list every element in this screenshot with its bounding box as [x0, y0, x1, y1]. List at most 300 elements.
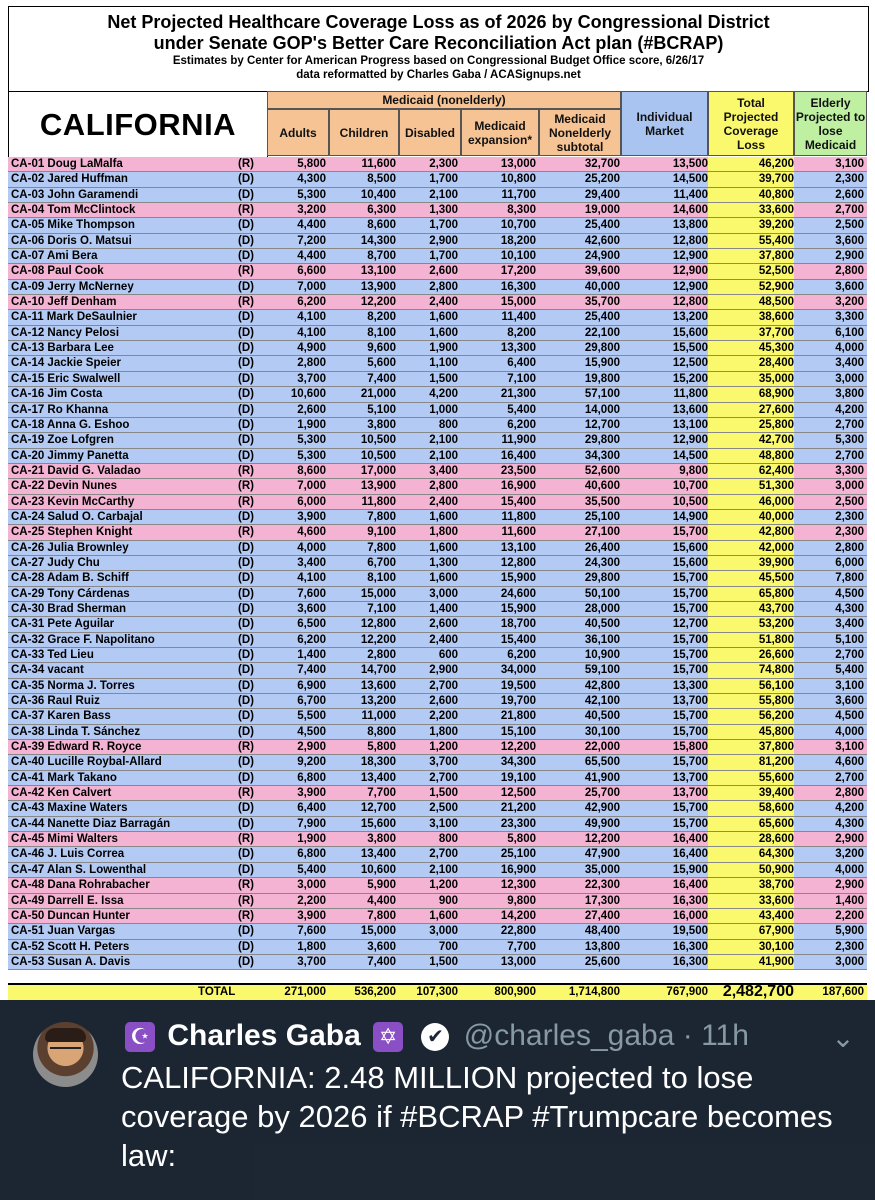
individual-market-cell: 14,600	[672, 204, 708, 217]
table-row	[8, 234, 867, 249]
party-cell: (R)	[238, 204, 254, 217]
medicaid-expansion-cell: 7,100	[507, 372, 536, 385]
table-row	[8, 955, 867, 970]
medicaid-expansion-cell: 6,200	[507, 418, 536, 431]
party-cell: (D)	[238, 280, 254, 293]
individual-market-cell: 14,500	[672, 173, 708, 186]
children-cell: 15,000	[360, 925, 396, 938]
table-row	[8, 679, 867, 694]
adults-cell: 9,200	[297, 756, 326, 769]
author-name[interactable]: Charles Gaba	[167, 1019, 361, 1052]
total-loss-cell: 30,100	[708, 940, 794, 954]
individual-market-cell: 12,900	[672, 434, 708, 447]
children-cell: 3,800	[367, 833, 396, 846]
children-cell: 11,000	[361, 710, 396, 723]
children-cell: 8,100	[367, 326, 396, 339]
disabled-cell: 2,400	[429, 296, 458, 309]
total-loss-cell: 55,600	[708, 771, 794, 785]
medicaid-expansion-cell: 14,200	[500, 909, 536, 922]
medicaid-subtotal-cell: 25,600	[584, 955, 620, 968]
disabled-cell: 1,500	[429, 787, 458, 800]
medicaid-expansion-cell: 11,600	[501, 526, 536, 539]
table-row	[8, 663, 867, 678]
medicaid-expansion-cell: 10,800	[500, 173, 536, 186]
medicaid-expansion-cell: 21,800	[500, 710, 536, 723]
disabled-cell: 1,200	[429, 879, 458, 892]
disabled-cell: 3,000	[429, 925, 458, 938]
medicaid-expansion-cell: 22,800	[500, 925, 536, 938]
adults-cell: 1,400	[297, 649, 326, 661]
individual-market-cell: 16,300	[672, 894, 708, 907]
table-row	[8, 295, 867, 310]
district-name-cell: CA-28 Adam B. Schiff	[11, 572, 129, 585]
elderly-loss-cell: 7,800	[835, 572, 864, 585]
medicaid-subtotal-cell: 40,500	[584, 710, 620, 723]
children-cell: 12,700	[360, 802, 396, 815]
party-cell: (D)	[238, 695, 254, 708]
children-cell: 15,000	[360, 587, 396, 600]
table-row	[8, 633, 867, 648]
individual-market-cell: 15,700	[672, 725, 708, 738]
medicaid-subtotal-cell: 47,900	[584, 848, 620, 861]
elderly-loss-cell: 4,300	[835, 817, 864, 830]
table-row	[8, 218, 867, 233]
total-loss-cell: 48,800	[708, 449, 794, 463]
medicaid-expansion-cell: 9,800	[507, 894, 536, 907]
medicaid-subtotal-cell: 29,800	[584, 342, 620, 355]
medicaid-expansion-cell: 11,900	[501, 434, 536, 447]
disabled-cell: 2,800	[429, 280, 458, 293]
party-cell: (D)	[238, 925, 254, 938]
adults-cell: 4,100	[297, 572, 326, 585]
medicaid-expansion-cell: 23,300	[500, 817, 536, 830]
children-cell: 10,600	[360, 863, 396, 876]
total-loss-cell: 39,700	[708, 172, 794, 186]
table-row	[8, 694, 867, 709]
adults-cell: 1,900	[297, 833, 326, 846]
elderly-loss-cell: 4,200	[835, 403, 864, 416]
district-name-cell: CA-52 Scott H. Peters	[11, 940, 130, 953]
children-cell: 9,100	[367, 526, 396, 539]
party-cell: (D)	[238, 771, 254, 784]
avatar[interactable]	[33, 1022, 98, 1087]
table-row	[8, 755, 867, 770]
medicaid-subtotal-cell: 24,300	[584, 556, 620, 569]
individual-market-cell: 15,600	[672, 541, 708, 554]
individual-market-cell: 15,600	[672, 556, 708, 569]
elderly-loss-cell: 3,600	[835, 695, 864, 708]
total-loss-cell: 45,300	[708, 341, 794, 355]
individual-market-cell: 11,800	[673, 388, 708, 401]
medicaid-subtotal-cell: 28,000	[584, 602, 620, 615]
children-cell: 13,400	[360, 848, 396, 861]
total-loss-cell: 43,700	[708, 602, 794, 616]
district-name-cell: CA-09 Jerry McNerney	[11, 280, 134, 293]
title-line-1: Net Projected Healthcare Coverage Loss as of 2026 by Congressional District	[107, 12, 770, 32]
expansion-header: Medicaid expansion*	[461, 109, 539, 156]
elderly-loss-cell: 2,700	[835, 771, 864, 784]
elderly-loss-cell: 5,300	[835, 434, 864, 447]
party-cell: (R)	[238, 158, 254, 170]
total-adults: 271,000	[284, 986, 326, 998]
tweet-header	[121, 1016, 749, 1056]
elderly-loss-cell: 2,300	[835, 510, 864, 523]
disabled-cell: 2,100	[429, 188, 458, 201]
children-cell: 5,100	[367, 403, 396, 416]
adults-cell: 5,400	[297, 863, 326, 876]
elderly-loss-cell: 5,900	[835, 925, 864, 938]
elderly-loss-cell: 2,800	[835, 265, 864, 278]
adults-cell: 4,900	[297, 342, 326, 355]
district-name-cell: CA-41 Mark Takano	[11, 771, 117, 784]
elderly-loss-cell: 3,600	[835, 280, 864, 293]
title-line-3: Estimates by Center for American Progress based on Congressional Budget Office score, 6/26/17	[172, 55, 705, 67]
individual-market-cell: 13,500	[672, 158, 708, 170]
party-cell: (R)	[238, 879, 254, 892]
children-cell: 13,900	[360, 480, 396, 493]
adults-cell: 3,700	[297, 955, 326, 968]
party-cell: (D)	[238, 756, 254, 769]
party-cell: (R)	[238, 495, 254, 508]
individual-market-cell: 9,800	[679, 464, 708, 477]
disabled-cell: 2,600	[429, 265, 458, 278]
elderly-loss-cell: 5,400	[835, 664, 864, 677]
children-cell: 5,800	[367, 741, 396, 754]
medicaid-expansion-cell: 13,000	[500, 955, 536, 968]
adults-cell: 3,900	[297, 787, 326, 800]
elderly-loss-cell: 2,200	[835, 909, 864, 922]
table-row	[8, 372, 867, 387]
adults-cell: 6,900	[297, 679, 326, 692]
elderly-loss-cell: 2,700	[835, 418, 864, 431]
medicaid-subtotal-cell: 25,100	[584, 510, 620, 523]
party-cell: (R)	[238, 464, 254, 477]
medicaid-subtotal-cell: 65,500	[584, 756, 620, 769]
district-name-cell: CA-19 Zoe Lofgren	[11, 434, 114, 447]
individual-market-cell: 15,200	[672, 372, 708, 385]
party-cell: (R)	[238, 526, 254, 539]
elderly-loss-cell: 2,900	[835, 833, 864, 846]
district-name-cell: CA-14 Jackie Speier	[11, 357, 121, 370]
medicaid-expansion-cell: 15,400	[500, 495, 536, 508]
disabled-cell: 2,600	[429, 695, 458, 708]
medicaid-subtotal-cell: 59,100	[584, 664, 620, 677]
children-cell: 3,800	[367, 418, 396, 431]
table-row	[8, 940, 867, 955]
disabled-cell: 1,500	[429, 955, 458, 968]
tweet-time[interactable]: 11h	[701, 1019, 749, 1052]
table-row	[8, 172, 867, 187]
medicaid-subtotal-cell: 14,000	[584, 403, 620, 416]
party-cell: (D)	[238, 403, 254, 416]
table-row	[8, 326, 867, 341]
medicaid-expansion-cell: 11,800	[501, 510, 536, 523]
individual-market-cell: 15,700	[672, 526, 708, 539]
table-row	[8, 725, 867, 740]
adults-cell: 2,600	[297, 403, 326, 416]
table-row	[8, 924, 867, 939]
medicaid-subtotal-cell: 17,300	[584, 894, 620, 907]
medicaid-expansion-cell: 8,300	[507, 204, 536, 217]
individual-market-cell: 12,700	[672, 618, 708, 631]
total-loss-cell: 42,700	[708, 433, 794, 447]
disabled-cell: 1,800	[429, 725, 458, 738]
district-name-cell: CA-32 Grace F. Napolitano	[11, 633, 155, 646]
individual-market-cell: 15,700	[672, 602, 708, 615]
medicaid-subtotal-cell: 19,800	[584, 372, 620, 385]
children-cell: 7,700	[367, 787, 396, 800]
table-row	[8, 894, 867, 909]
medicaid-expansion-cell: 19,700	[500, 695, 536, 708]
total-loss-cell: 43,400	[708, 909, 794, 923]
total-loss-cell: 27,600	[708, 403, 794, 417]
medicaid-subtotal-cell: 12,200	[584, 833, 620, 846]
district-name-cell: CA-10 Jeff Denham	[11, 296, 117, 309]
individual-market-cell: 15,700	[672, 756, 708, 769]
separator: ·	[682, 1019, 693, 1052]
total-individual: 767,900	[666, 986, 708, 998]
verified-badge-icon: ✔	[421, 1023, 449, 1051]
disabled-cell: 1,600	[429, 510, 458, 523]
adults-cell: 1,800	[297, 940, 326, 953]
children-cell: 18,300	[360, 756, 396, 769]
individual-market-cell: 13,100	[672, 418, 708, 431]
table-row	[8, 510, 867, 525]
elderly-loss-cell: 4,200	[835, 802, 864, 815]
table-row	[8, 863, 867, 878]
disabled-cell: 800	[438, 418, 458, 431]
children-cell: 8,800	[367, 725, 396, 738]
children-cell: 8,700	[367, 250, 396, 263]
medicaid-subtotal-cell: 19,000	[584, 204, 620, 217]
total-loss-cell: 40,000	[708, 510, 794, 524]
adults-cell: 5,800	[297, 158, 326, 170]
district-name-cell: CA-01 Doug LaMalfa	[11, 158, 123, 170]
district-name-cell: CA-48 Dana Rohrabacher	[11, 879, 150, 892]
party-cell: (D)	[238, 541, 254, 554]
medicaid-expansion-cell: 5,400	[507, 403, 536, 416]
individual-market-cell: 15,700	[672, 817, 708, 830]
total-loss-cell: 28,400	[708, 356, 794, 370]
medicaid-expansion-cell: 19,100	[500, 771, 536, 784]
table-row	[8, 341, 867, 356]
adults-cell: 4,600	[297, 526, 326, 539]
total-disabled: 107,300	[416, 986, 458, 998]
party-cell: (D)	[238, 188, 254, 201]
medicaid-expansion-cell: 21,300	[500, 388, 536, 401]
children-cell: 9,600	[367, 342, 396, 355]
table-row	[8, 847, 867, 862]
individual-market-cell: 13,200	[672, 311, 708, 324]
table-row	[8, 418, 867, 433]
medicaid-expansion-cell: 25,100	[500, 848, 536, 861]
individual-market-cell: 12,900	[672, 250, 708, 263]
adults-cell: 2,800	[297, 357, 326, 370]
total-loss-cell: 65,800	[708, 587, 794, 601]
total-loss-cell: 26,600	[708, 648, 794, 662]
medicaid-expansion-cell: 11,700	[501, 188, 536, 201]
author-handle[interactable]: @charles_gaba	[463, 1019, 675, 1052]
party-cell: (D)	[238, 449, 254, 462]
party-cell: (D)	[238, 940, 254, 953]
medicaid-expansion-cell: 23,500	[500, 464, 536, 477]
disabled-cell: 1,800	[429, 526, 458, 539]
children-cell: 13,600	[360, 679, 396, 692]
children-cell: 11,600	[361, 158, 396, 170]
party-cell: (R)	[238, 480, 254, 493]
children-cell: 7,800	[367, 541, 396, 554]
adults-cell: 4,100	[297, 311, 326, 324]
elderly-loss-cell: 2,700	[835, 204, 864, 217]
children-cell: 7,400	[367, 372, 396, 385]
medicaid-expansion-cell: 12,200	[500, 741, 536, 754]
medicaid-expansion-cell: 10,700	[500, 219, 536, 232]
elderly-loss-cell: 4,600	[835, 756, 864, 769]
disabled-cell: 2,500	[429, 802, 458, 815]
elderly-loss-cell: 3,100	[835, 158, 864, 170]
individual-market-cell: 13,700	[672, 771, 708, 784]
table-row	[8, 817, 867, 832]
elderly-loss-cell: 4,500	[835, 587, 864, 600]
individual-market-cell: 16,400	[672, 848, 708, 861]
party-cell: (D)	[238, 649, 254, 661]
table-row	[8, 403, 867, 418]
adults-cell: 3,900	[297, 510, 326, 523]
medicaid-expansion-cell: 12,500	[500, 787, 536, 800]
district-name-cell: CA-12 Nancy Pelosi	[11, 326, 120, 339]
total-loss-cell: 42,000	[708, 541, 794, 555]
medicaid-subtotal-cell: 25,400	[584, 219, 620, 232]
table-row	[8, 249, 867, 264]
adults-cell: 2,200	[297, 894, 326, 907]
party-cell: (D)	[238, 602, 254, 615]
elderly-loss-cell: 3,300	[835, 311, 864, 324]
district-name-cell: CA-45 Mimi Walters	[11, 833, 118, 846]
party-cell: (D)	[238, 234, 254, 247]
party-cell: (R)	[238, 909, 254, 922]
totals-row	[8, 983, 867, 1000]
party-cell: (D)	[238, 250, 254, 263]
total-children: 536,200	[354, 986, 396, 998]
star-of-david-icon: ✡	[373, 1022, 403, 1052]
table-row	[8, 556, 867, 571]
table-row	[8, 878, 867, 893]
adults-cell: 4,500	[297, 725, 326, 738]
total-loss-cell: 50,900	[708, 863, 794, 877]
medicaid-expansion-cell: 6,400	[507, 357, 536, 370]
table-row	[8, 310, 867, 325]
individual-market-cell: 15,900	[672, 863, 708, 876]
party-cell: (D)	[238, 863, 254, 876]
elderly-header: Elderly Projected to lose Medicaid	[794, 91, 867, 156]
children-cell: 6,700	[367, 556, 396, 569]
disabled-cell: 2,400	[429, 633, 458, 646]
total-loss-cell: 39,400	[708, 786, 794, 800]
district-rows	[8, 157, 867, 970]
children-cell: 6,300	[367, 204, 396, 217]
medicaid-expansion-cell: 17,200	[500, 265, 536, 278]
disabled-cell: 1,600	[429, 311, 458, 324]
adults-cell: 6,700	[297, 695, 326, 708]
individual-market-cell: 14,900	[672, 510, 708, 523]
individual-market-cell: 16,000	[672, 909, 708, 922]
individual-market-cell: 11,400	[673, 188, 708, 201]
district-name-cell: CA-23 Kevin McCarthy	[11, 495, 135, 508]
medicaid-subtotal-cell: 26,400	[584, 541, 620, 554]
total-loss-cell: 33,600	[708, 894, 794, 908]
medicaid-expansion-cell: 18,700	[500, 618, 536, 631]
medicaid-group-header: Medicaid (nonelderly)	[267, 91, 621, 109]
individual-market-cell: 13,700	[672, 787, 708, 800]
children-cell: 2,800	[367, 649, 396, 661]
total-loss-header: Total Projected Coverage Loss	[708, 91, 794, 156]
medicaid-expansion-cell: 12,800	[500, 556, 536, 569]
party-cell: (R)	[238, 741, 254, 754]
total-expansion: 800,900	[494, 986, 536, 998]
disabled-cell: 1,300	[429, 204, 458, 217]
medicaid-subtotal-cell: 29,400	[584, 188, 620, 201]
total-loss-cell: 68,900	[708, 387, 794, 401]
disabled-cell: 1,700	[429, 173, 458, 186]
children-cell: 3,600	[367, 940, 396, 953]
district-name-cell: CA-04 Tom McClintock	[11, 204, 136, 217]
medicaid-subtotal-cell: 27,400	[584, 909, 620, 922]
total-loss-cell: 51,800	[708, 633, 794, 647]
adults-cell: 5,300	[297, 188, 326, 201]
children-cell: 14,700	[360, 664, 396, 677]
elderly-loss-cell: 2,500	[835, 495, 864, 508]
district-name-cell: CA-35 Norma J. Torres	[11, 679, 135, 692]
party-cell: (D)	[238, 556, 254, 569]
chevron-down-icon[interactable]: ⌄	[831, 1022, 855, 1053]
elderly-loss-cell: 3,200	[835, 296, 864, 309]
medicaid-subtotal-cell: 49,900	[584, 817, 620, 830]
adults-cell: 7,900	[297, 817, 326, 830]
medicaid-subtotal-cell: 35,000	[584, 863, 620, 876]
district-name-cell: CA-17 Ro Khanna	[11, 403, 109, 416]
table-row	[8, 464, 867, 479]
disabled-cell: 2,700	[429, 771, 458, 784]
total-loss-cell: 65,600	[708, 817, 794, 831]
district-name-cell: CA-24 Salud O. Carbajal	[11, 510, 143, 523]
elderly-loss-cell: 3,200	[835, 848, 864, 861]
elderly-loss-cell: 3,000	[835, 372, 864, 385]
individual-market-cell: 12,500	[672, 357, 708, 370]
district-name-cell: CA-34 vacant	[11, 664, 84, 677]
medicaid-subtotal-cell: 10,900	[584, 649, 620, 661]
elderly-loss-cell: 4,300	[835, 602, 864, 615]
disabled-cell: 800	[438, 833, 458, 846]
total-loss-cell: 51,300	[708, 479, 794, 493]
individual-market-cell: 12,800	[672, 296, 708, 309]
individual-market-header: Individual Market	[621, 91, 708, 156]
medicaid-subtotal-cell: 32,700	[584, 158, 620, 170]
medicaid-subtotal-cell: 40,000	[584, 280, 620, 293]
table-row	[8, 264, 867, 279]
total-loss-cell: 39,200	[708, 218, 794, 232]
children-cell: 8,200	[367, 311, 396, 324]
disabled-cell: 1,600	[429, 572, 458, 585]
title-line-4: data reformatted by Charles Gaba / ACASignups.net	[296, 69, 581, 81]
disabled-header: Disabled	[399, 109, 461, 156]
elderly-loss-cell: 4,000	[835, 342, 864, 355]
medicaid-expansion-cell: 34,000	[500, 664, 536, 677]
disabled-cell: 2,900	[429, 234, 458, 247]
disabled-cell: 900	[438, 894, 458, 907]
disabled-cell: 2,700	[429, 848, 458, 861]
total-loss-cell: 35,000	[708, 372, 794, 386]
elderly-loss-cell: 2,900	[835, 250, 864, 263]
